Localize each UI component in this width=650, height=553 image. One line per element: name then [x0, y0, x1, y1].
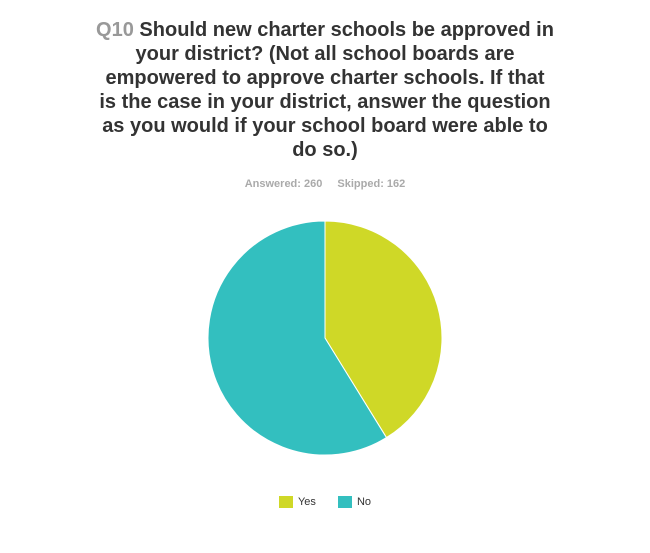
legend-item-no — [338, 496, 371, 508]
answered-count: Answered: 260 — [244, 178, 323, 190]
question-text: Should new charter schools be approved in your district? (Not all school boards are empowered to approve charter schools. If that is the case in your district, answer the question as you would if your school board were able to do so.) — [99, 19, 554, 161]
skipped-count: Skipped: 162 — [337, 178, 406, 190]
question-number: Q10 — [96, 19, 134, 41]
legend-swatch — [338, 496, 352, 508]
legend-label: Yes — [297, 496, 316, 508]
legend-label: No — [356, 496, 371, 508]
chart-legend — [0, 496, 650, 508]
legend-swatch — [279, 496, 293, 508]
legend-item-yes — [279, 496, 316, 508]
